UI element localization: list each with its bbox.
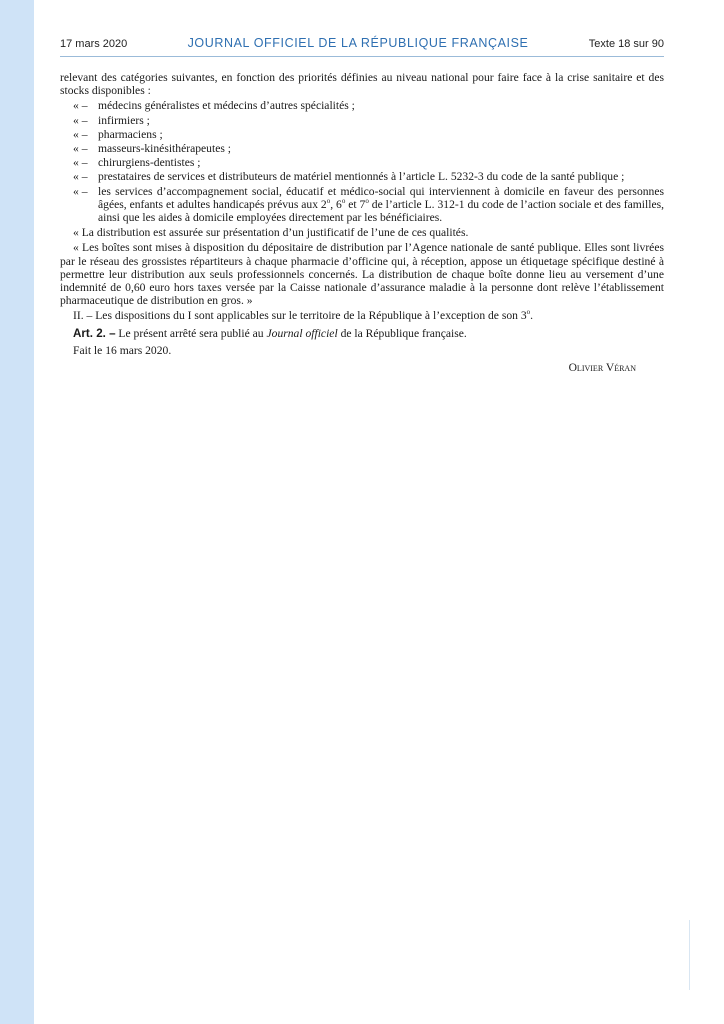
list-marker: « –	[73, 156, 88, 170]
list-item: « – médecins généralistes et médecins d’autres spécialités ;	[73, 99, 355, 113]
header-journal-title: JOURNAL OFFICIEL DE LA RÉPUBLIQUE FRANÇAISE	[187, 36, 529, 50]
list-marker: « –	[73, 142, 88, 156]
right-margin-mark	[689, 920, 690, 990]
list-item: « – prestataires de services et distributeurs de matériel mentionnés à l’article L. 5232-3 du code de la santé publique ;	[73, 170, 625, 184]
list-marker: « –	[73, 184, 88, 198]
list-marker: « –	[73, 99, 88, 113]
header-text-number: Texte 18 sur 90	[588, 38, 664, 50]
page-header	[60, 36, 664, 57]
article-label: Art. 2. –	[73, 326, 116, 340]
list-marker: « –	[73, 170, 88, 184]
section-ii-paragraph: II. – Les dispositions du I sont applicables sur le territoire de la République à l’exception de son 3$^o$.	[73, 308, 534, 323]
article-2-paragraph: Art. 2. – Le présent arrêté sera publié au Journal officiel de la République française.	[73, 326, 467, 340]
boites-paragraph: « Les boîtes sont mises à disposition du dépositaire de distribution par l’Agence nationale de santé publique. Elles sont livrées par le réseau des grossistes répartiteurs à chaque pharmacie d’officine qui, à réception, appose un étiquetage spécifique destiné à permettre leur distribution aux seuls professionnels concernés. La distribution de chaque boîte donne lieu au versement d’une indemnité de 0,60 euro hors taxes versée par la Caisse nationale d’assurance maladie à la personne dont relève l’établissement pharmaceutique de distribution en gros. »	[60, 241, 664, 308]
list-marker: « –	[73, 127, 88, 141]
document-page	[60, 36, 664, 374]
distribution-paragraph: « La distribution est assurée sur présentation d’un justificatif de l’une de ces qualités.	[73, 226, 469, 240]
list-item: « – chirurgiens-dentistes ;	[73, 156, 201, 170]
list-item: « – masseurs-kinésithérapeutes ;	[73, 142, 231, 156]
list-item: « – pharmaciens ;	[73, 127, 163, 141]
signature: Olivier Véran	[568, 361, 636, 375]
date-signed: Fait le 16 mars 2020.	[73, 343, 172, 357]
left-margin-band	[0, 0, 34, 1024]
list-marker: « –	[73, 113, 88, 127]
intro-paragraph: relevant des catégories suivantes, en fonction des priorités définies au niveau national pour faire face à la crise sanitaire et des stocks disponibles :	[60, 71, 664, 98]
list-item: « – infirmiers ;	[73, 113, 150, 127]
category-list	[60, 99, 664, 224]
list-item: « – les services d’accompagnement social, éducatif et médico-social qui interviennent à domicile en faveur des personnes âgées, enfants et adultes handicapés prévus aux 2$^o$, 6$^o$ et 7$^o$ de l’article L. 312-1 du code de l’action sociale et des familles, ainsi que les aides à domicile employées directement par les bénéficiaires.	[73, 184, 664, 225]
document-body	[60, 71, 664, 374]
header-date: 17 mars 2020	[60, 38, 128, 50]
